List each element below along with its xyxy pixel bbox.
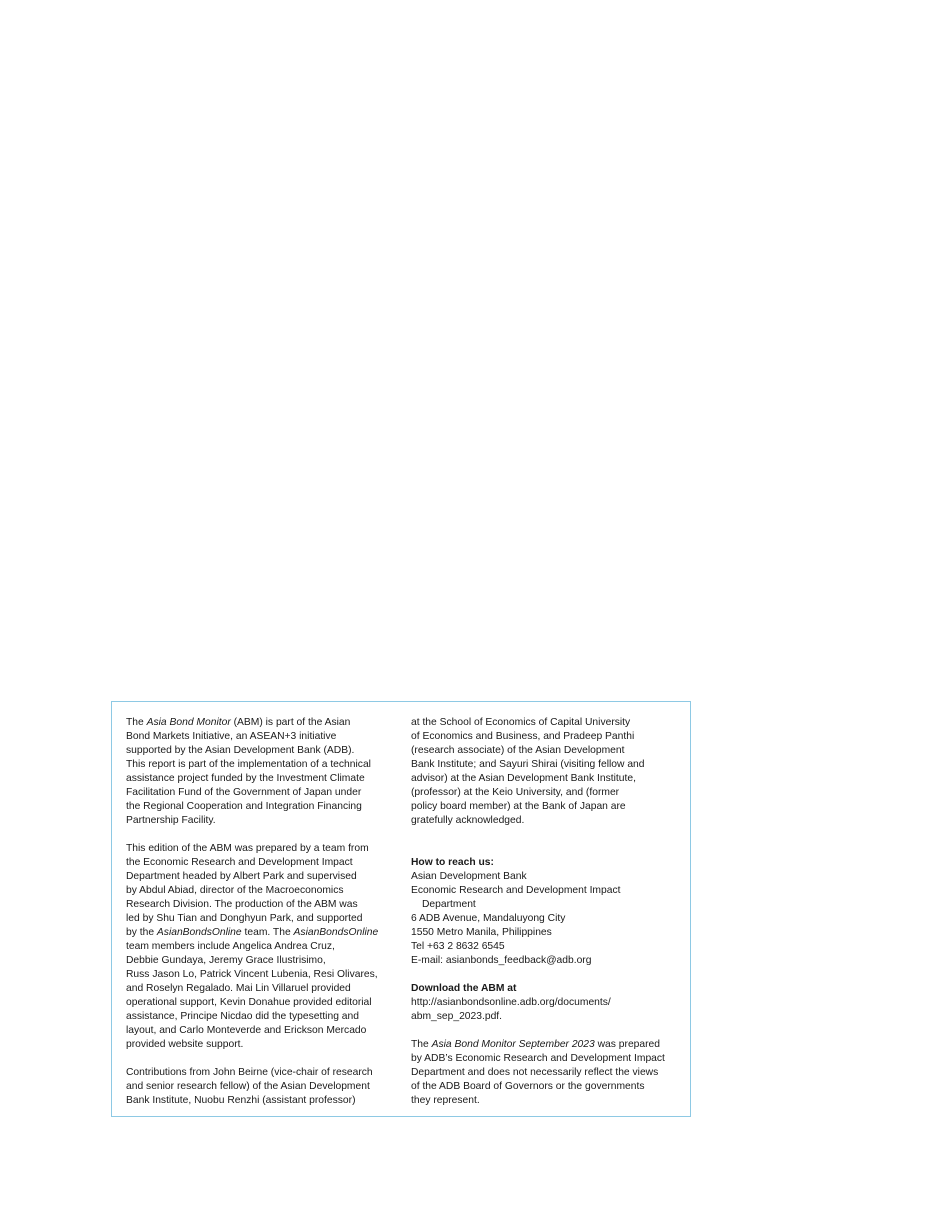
contact-address-street: 6 ADB Avenue, Mandaluyong City <box>411 913 566 924</box>
contributions-line: Bank Institute, Nuobu Renzhi (assistant professor) <box>126 1095 356 1106</box>
about-line: Bond Markets Initiative, an ASEAN+3 initiative <box>126 731 337 742</box>
acknowledgement-line: at the School of Economics of Capital University <box>411 717 631 728</box>
disclaimer-line: they represent. <box>411 1095 480 1106</box>
about-line: The Asia Bond Monitor (ABM) is part of the Asian <box>126 717 351 728</box>
team-line: assistance, Principe Nicdao did the typesetting and <box>126 1011 359 1022</box>
about-paragraph <box>126 716 394 828</box>
acknowledgement-line: Bank Institute; and Sayuri Shirai (visiting fellow and <box>411 759 645 770</box>
team-line: by Abdul Abiad, director of the Macroeconomics <box>126 885 344 896</box>
about-line: supported by the Asian Development Bank (ADB). <box>126 745 355 756</box>
about-line: the Regional Cooperation and Integration Financing <box>126 801 362 812</box>
contributions-line: and senior research fellow) of the Asian Development <box>126 1081 370 1092</box>
team-line: team members include Angelica Andrea Cruz, <box>126 941 335 952</box>
disclaimer-line: Department and does not necessarily reflect the views <box>411 1067 659 1078</box>
download-link-cont[interactable]: abm_sep_2023.pdf. <box>411 1011 503 1022</box>
contact-department: Economic Research and Development Impact <box>411 885 621 896</box>
team-line: and Roselyn Regalado. Mai Lin Villaruel provided <box>126 983 351 994</box>
team-line: by the AsianBondsOnline team. The AsianBondsOnline <box>126 927 379 938</box>
contact-email[interactable]: E-mail: asianbonds_feedback@adb.org <box>411 955 592 966</box>
acknowledgement-line: (research associate) of the Asian Development <box>411 745 625 756</box>
acknowledgement-line: (professor) at the Keio University, and (former <box>411 787 620 798</box>
team-line: Debbie Gundaya, Jeremy Grace Ilustrisimo, <box>126 955 326 966</box>
disclaimer-paragraph <box>411 1038 681 1108</box>
about-line: Facilitation Fund of the Government of Japan under <box>126 787 362 798</box>
team-line: Research Division. The production of the ABM was <box>126 899 358 910</box>
contact-phone: Tel +63 2 8632 6545 <box>411 941 505 952</box>
about-line: assistance project funded by the Investment Climate <box>126 773 365 784</box>
download-block <box>411 982 681 1024</box>
team-line: led by Shu Tian and Donghyun Park, and supported <box>126 913 363 924</box>
team-line: layout, and Carlo Monteverde and Erickson Mercado <box>126 1025 367 1036</box>
team-line: the Economic Research and Development Impact <box>126 857 353 868</box>
disclaimer-line: by ADB’s Economic Research and Development Impact <box>411 1053 665 1064</box>
publication-info-box <box>111 701 691 1117</box>
contributions-line: Contributions from John Beirne (vice-chair of research <box>126 1067 373 1078</box>
team-line: operational support, Kevin Donahue provided editorial <box>126 997 372 1008</box>
acknowledgement-line: gratefully acknowledged. <box>411 815 525 826</box>
left-column <box>126 716 394 1108</box>
download-link[interactable]: http://asianbondsonline.adb.org/documents/ <box>411 997 611 1008</box>
team-line: This edition of the ABM was prepared by a team from <box>126 843 369 854</box>
right-column <box>411 716 681 1108</box>
download-heading: Download the ABM at <box>411 983 517 994</box>
acknowledgement-line: advisor) at the Asian Development Bank Institute, <box>411 773 636 784</box>
disclaimer-line: The Asia Bond Monitor September 2023 was prepared <box>411 1039 661 1050</box>
contact-org: Asian Development Bank <box>411 871 527 882</box>
contributions-paragraph <box>126 1066 394 1108</box>
team-line: provided website support. <box>126 1039 244 1050</box>
disclaimer-line: of the ADB Board of Governors or the governments <box>411 1081 645 1092</box>
about-line: Partnership Facility. <box>126 815 216 826</box>
contact-address-city: 1550 Metro Manila, Philippines <box>411 927 552 938</box>
contact-department-cont: Department <box>422 899 476 910</box>
acknowledgement-paragraph <box>411 716 681 828</box>
acknowledgement-line: of Economics and Business, and Pradeep Panthi <box>411 731 635 742</box>
team-line: Russ Jason Lo, Patrick Vincent Lubenia, Resi Olivares, <box>126 969 378 980</box>
team-paragraph <box>126 842 394 1052</box>
team-line: Department headed by Albert Park and supervised <box>126 871 357 882</box>
about-line: This report is part of the implementation of a technical <box>126 759 371 770</box>
contact-block <box>411 856 681 968</box>
acknowledgement-line: policy board member) at the Bank of Japan are <box>411 801 626 812</box>
contact-heading: How to reach us: <box>411 857 494 868</box>
